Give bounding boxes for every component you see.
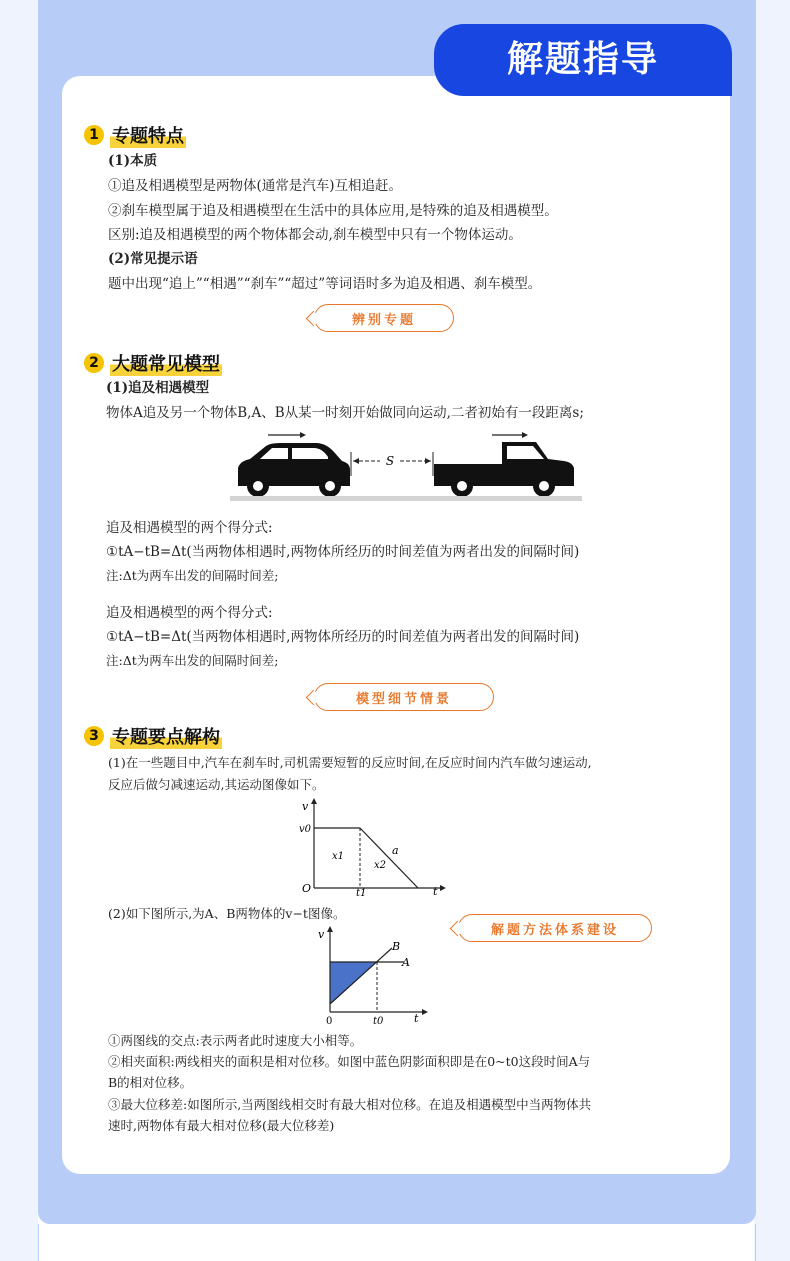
formula-line: ①tA−tB=Δt(当两物体相遇时,两物体所经历的时间差值为两者出发的间隔时间) xyxy=(106,544,580,560)
tag-method-system xyxy=(458,914,652,942)
distance-label: S xyxy=(385,454,395,468)
axis-label-t: t xyxy=(414,1012,419,1025)
braking-vt-graph xyxy=(290,796,450,900)
section-title: 专题特点 xyxy=(110,122,186,148)
text-line: ③最大位移差:如图所示,当两图线相交时有最大相对位移。在追及相遇模型中当两物体共 xyxy=(108,1097,592,1112)
label-v0: v0 xyxy=(299,824,312,835)
text-line: 区别:追及相遇模型的两个物体都会动,刹车模型中只有一个物体运动。 xyxy=(108,227,522,243)
left-margin xyxy=(0,0,38,1261)
text-line: 反应后做匀减速运动,其运动图像如下。 xyxy=(108,777,325,792)
text-line: 物体A追及另一个物体B,A、B从某一时刻开始做同向运动,二者初始有一段距离s; xyxy=(106,405,584,421)
text-line: 速时,两物体有最大相对位移(最大位移差) xyxy=(108,1118,335,1133)
label-x2: x2 xyxy=(374,860,387,871)
section-number-badge: 1 xyxy=(84,125,104,145)
subheading-chase-model: (1)追及相遇模型 xyxy=(106,380,210,396)
section-3-heading xyxy=(84,723,222,749)
origin-label: 0 xyxy=(326,1016,333,1027)
text-line: ②相夹面积:两线相夹的面积是相对位移。如图中蓝色阴影面积即是在0~t0这段时间A与 xyxy=(108,1054,591,1069)
text-line: 追及相遇模型的两个得分式: xyxy=(106,520,273,536)
section-title: 专题要点解构 xyxy=(110,723,222,749)
frame-edge-left xyxy=(38,1224,39,1261)
label-x1: x1 xyxy=(332,851,345,862)
chase-diagram xyxy=(230,428,582,506)
tag-model-details xyxy=(314,683,494,711)
section-1-heading xyxy=(84,122,186,148)
label-a: a xyxy=(392,844,399,857)
note-line: 注:Δt为两车出发的间隔时间差; xyxy=(106,653,279,668)
ab-vt-graph xyxy=(312,924,432,1028)
subheading-hints: (2)常见提示语 xyxy=(108,251,198,267)
line-label-b: B xyxy=(392,940,401,953)
axis-label-v: v xyxy=(302,800,309,813)
formula-line: ①tA−tB=Δt(当两物体相遇时,两物体所经历的时间差值为两者出发的间隔时间) xyxy=(106,629,580,645)
text-line: B的相对位移。 xyxy=(108,1075,193,1090)
text-line: ①两图线的交点:表示两者此时速度大小相等。 xyxy=(108,1033,363,1048)
frame-edge-right xyxy=(755,1224,756,1261)
pill-label: 解题方法体系建设 xyxy=(490,922,619,938)
text-line: 题中出现“追上”“相遇”“刹车”“超过”等词语时多为追及相遇、刹车模型。 xyxy=(108,276,542,292)
text-line: (1)在一些题目中,汽车在刹车时,司机需要短暂的反应时间,在反应时间内汽车做匀速运动, xyxy=(108,755,592,770)
tag-identify-topic xyxy=(314,304,454,332)
section-number-badge: 2 xyxy=(84,353,104,373)
page-title: 解题指导 xyxy=(434,24,732,96)
section-title: 大题常见模型 xyxy=(110,350,222,376)
note-line: 注:Δt为两车出发的间隔时间差; xyxy=(106,568,279,583)
line-label-a: A xyxy=(402,956,410,969)
axis-label-v: v xyxy=(318,928,325,941)
label-t1: t1 xyxy=(356,888,367,899)
text-line: 追及相遇模型的两个得分式: xyxy=(106,605,273,621)
text-line: (2)如下图所示,为A、B两物体的v−t图像。 xyxy=(108,906,346,921)
pill-label: 辨别专题 xyxy=(351,312,416,328)
text-line: ②刹车模型属于追及相遇模型在生活中的具体应用,是特殊的追及相遇模型。 xyxy=(108,203,558,219)
subheading-essence: (1)本质 xyxy=(108,153,158,169)
label-t0: t0 xyxy=(373,1016,384,1027)
right-margin xyxy=(754,0,790,1261)
pill-label: 模型细节情景 xyxy=(355,691,452,707)
axis-label-t: t xyxy=(433,885,438,898)
section-2-heading xyxy=(84,350,222,376)
text-line: ①追及相遇模型是两物体(通常是汽车)互相追赶。 xyxy=(108,178,403,194)
origin-label: O xyxy=(302,882,312,895)
section-number-badge: 3 xyxy=(84,726,104,746)
